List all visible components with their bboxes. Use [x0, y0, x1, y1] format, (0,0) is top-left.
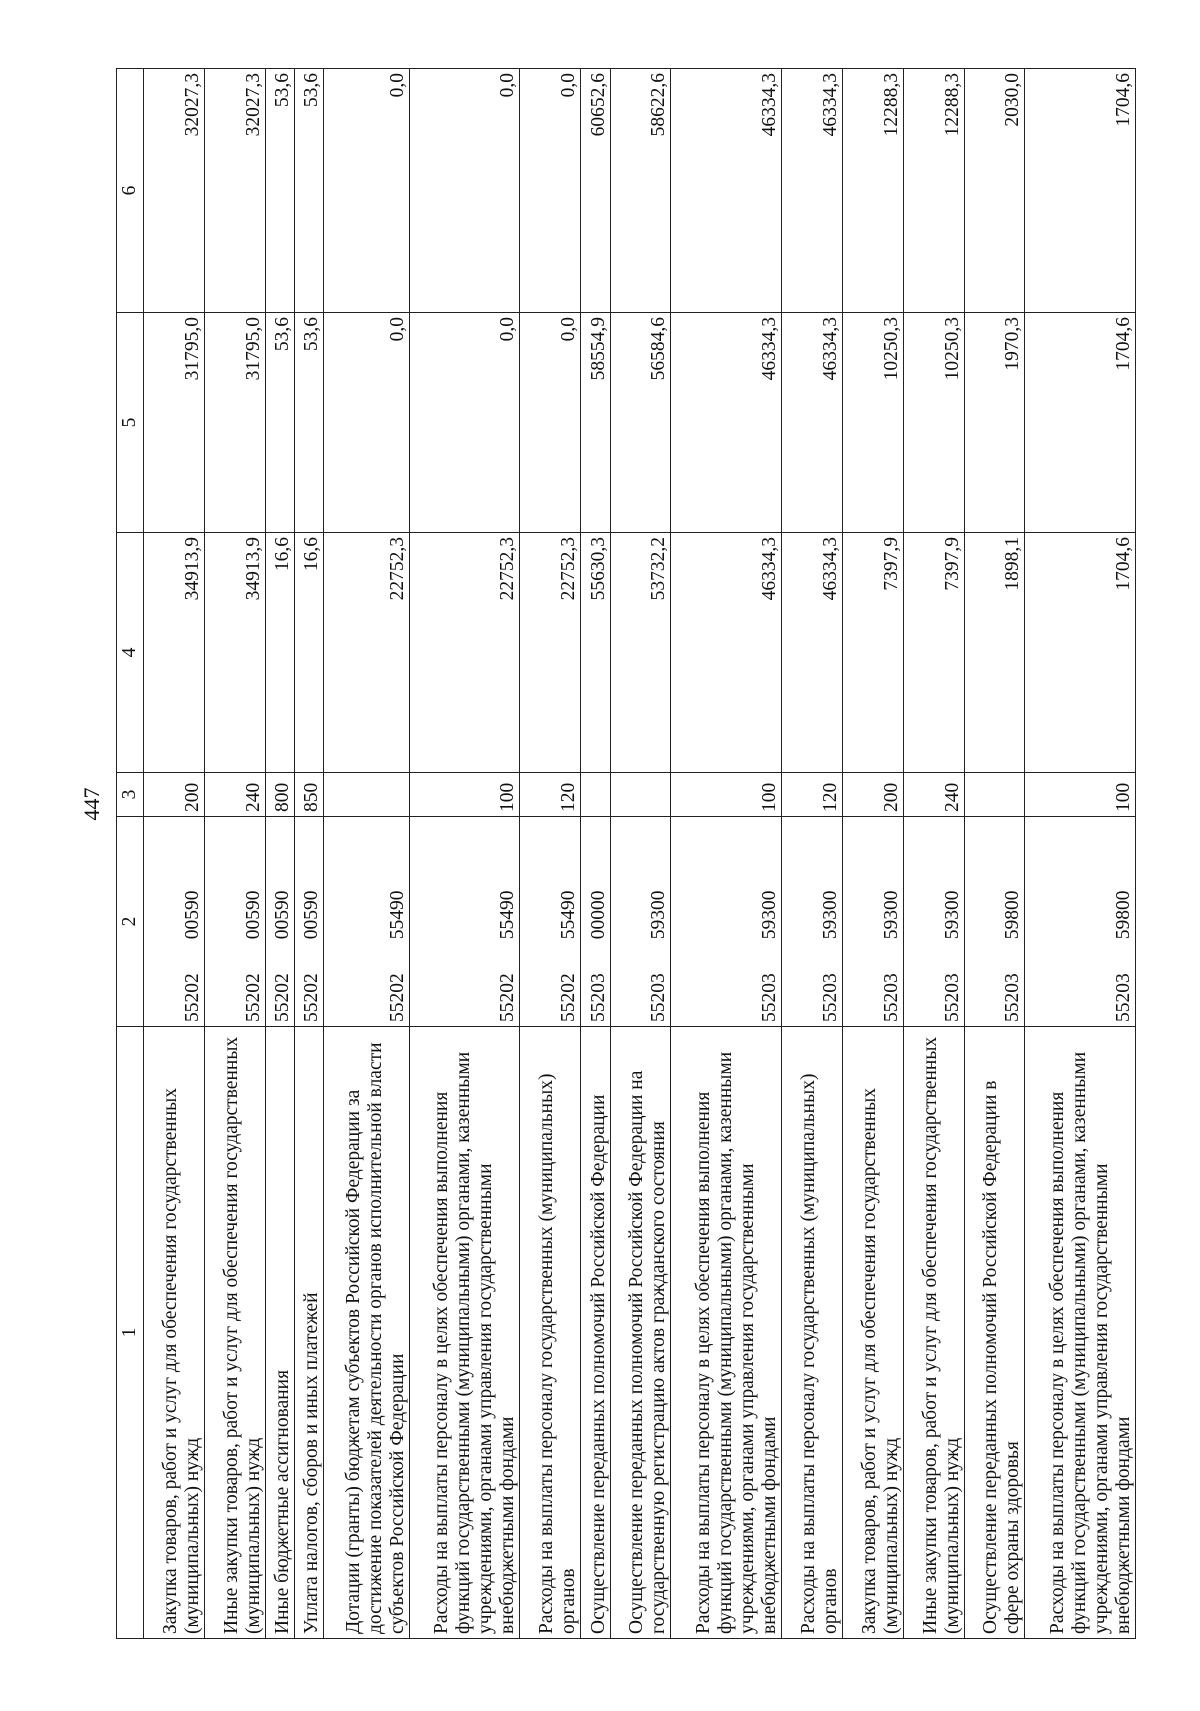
cell-code-direction: 59800 [1002, 890, 1024, 940]
cell-code-program: 55203 [648, 973, 670, 1022]
cell-vr: 800 [265, 773, 294, 817]
cell-code [581, 817, 610, 1027]
cell-v4: 46334,3 [781, 533, 842, 773]
col-header-4: 4 [117, 533, 144, 773]
cell-code-program: 55203 [880, 973, 902, 1022]
table-row [295, 69, 324, 1639]
cell-v6: 53,6 [295, 69, 324, 313]
cell-code-direction: 00590 [242, 890, 264, 940]
budget-table [116, 68, 1136, 1639]
cell-code [409, 817, 519, 1027]
cell-v6: 32027,3 [144, 69, 205, 313]
cell-v4: 22752,3 [409, 533, 519, 773]
cell-code [324, 817, 410, 1027]
cell-code [964, 817, 1025, 1027]
cell-code-direction: 59300 [648, 890, 670, 940]
cell-code [204, 817, 265, 1027]
col-header-1: 1 [117, 1027, 144, 1639]
cell-name: Расходы на выплаты персоналу государственных (муниципальных) органов [781, 1027, 842, 1639]
cell-code-program: 55202 [386, 973, 408, 1022]
cell-v6: 0,0 [324, 69, 410, 313]
cell-code [671, 817, 781, 1027]
cell-v4: 22752,3 [520, 533, 581, 773]
table-row [903, 69, 964, 1639]
table-row [520, 69, 581, 1639]
col-header-5: 5 [117, 313, 144, 533]
cell-name: Иные закупки товаров, работ и услуг для обеспечения государственных (муниципальных) нужд [903, 1027, 964, 1639]
cell-code-direction: 55490 [558, 890, 580, 940]
cell-name: Закупка товаров, работ и услуг для обеспечения государственных (муниципальных) нужд [842, 1027, 903, 1639]
cell-code [520, 817, 581, 1027]
cell-name: Расходы на выплаты персоналу в целях обеспечения выполнения функций государственными (муниципальными) органами, казенными учреждениями, органами управления государственными внебюджетными фондами [671, 1027, 781, 1639]
cell-vr: 240 [903, 773, 964, 817]
cell-v5: 0,0 [324, 313, 410, 533]
cell-v5: 46334,3 [671, 313, 781, 533]
cell-vr: 100 [671, 773, 781, 817]
cell-v4: 1898,1 [964, 533, 1025, 773]
cell-code-direction: 59300 [941, 890, 963, 940]
table-body [144, 69, 1136, 1639]
cell-vr: 200 [144, 773, 205, 817]
col-header-3: 3 [117, 773, 144, 817]
cell-v6: 12288,3 [842, 69, 903, 313]
cell-name: Осуществление переданных полномочий Российской Федерации на государственную регистрацию актов гражданского состояния [610, 1027, 671, 1639]
table-row [964, 69, 1025, 1639]
col-header-2: 2 [117, 817, 144, 1027]
cell-vr [610, 773, 671, 817]
table-row [324, 69, 410, 1639]
cell-v6: 46334,3 [671, 69, 781, 313]
cell-code-program: 55202 [181, 973, 203, 1022]
cell-code-program: 55203 [819, 973, 841, 1022]
table-row [409, 69, 519, 1639]
cell-code [295, 817, 324, 1027]
cell-name: Дотации (гранты) бюджетам субъектов Российской Федерации за достижение показателей деятельности органов исполнительной власти субъектов Российской Федерации [324, 1027, 410, 1639]
cell-v5: 10250,3 [903, 313, 964, 533]
cell-code-direction: 00590 [301, 890, 323, 940]
table-row [144, 69, 205, 1639]
cell-code-program: 55202 [301, 973, 323, 1022]
cell-name: Расходы на выплаты персоналу в целях обеспечения выполнения функций государственными (муниципальными) органами, казенными учреждениями, органами управления государственными внебюджетными фондами [1025, 1027, 1136, 1639]
cell-vr: 120 [781, 773, 842, 817]
cell-v6: 0,0 [520, 69, 581, 313]
cell-code-program: 55203 [1113, 973, 1134, 1022]
cell-vr: 850 [295, 773, 324, 817]
table-row [265, 69, 294, 1639]
col-header-6: 6 [117, 69, 144, 313]
cell-code-program: 55203 [587, 973, 609, 1022]
cell-name: Иные закупки товаров, работ и услуг для обеспечения государственных (муниципальных) нужд [204, 1027, 265, 1639]
cell-v6: 60652,6 [581, 69, 610, 313]
cell-code-program: 55203 [758, 973, 780, 1022]
cell-v4: 53732,2 [610, 533, 671, 773]
cell-v6: 46334,3 [781, 69, 842, 313]
cell-name: Закупка товаров, работ и услуг для обеспечения государственных (муниципальных) нужд [144, 1027, 205, 1639]
table-row [581, 69, 610, 1639]
cell-vr [964, 773, 1025, 817]
cell-v6: 58622,6 [610, 69, 671, 313]
cell-name: Иные бюджетные ассигнования [265, 1027, 294, 1639]
cell-code-direction: 00590 [181, 890, 203, 940]
cell-name: Осуществление переданных полномочий Российской Федерации в сфере охраны здоровья [964, 1027, 1025, 1639]
cell-v5: 58554,9 [581, 313, 610, 533]
cell-vr [581, 773, 610, 817]
cell-code [610, 817, 671, 1027]
cell-name: Уплата налогов, сборов и иных платежей [295, 1027, 324, 1639]
cell-v6: 32027,3 [204, 69, 265, 313]
cell-vr: 100 [1025, 773, 1136, 817]
cell-v4: 22752,3 [324, 533, 410, 773]
cell-vr [324, 773, 410, 817]
cell-code-program: 55202 [272, 973, 294, 1022]
cell-code-direction: 59300 [819, 890, 841, 940]
cell-v6: 1704,6 [1025, 69, 1136, 313]
rotated-table-container [116, 69, 1136, 1639]
table-row [1025, 69, 1136, 1639]
cell-v6: 12288,3 [903, 69, 964, 313]
cell-v4: 16,6 [265, 533, 294, 773]
cell-v4: 1704,6 [1025, 533, 1136, 773]
table-row [610, 69, 671, 1639]
cell-v5: 10250,3 [842, 313, 903, 533]
cell-v5: 53,6 [265, 313, 294, 533]
cell-v4: 16,6 [295, 533, 324, 773]
cell-v5: 31795,0 [204, 313, 265, 533]
table-row [781, 69, 842, 1639]
cell-code-direction: 59300 [880, 890, 902, 940]
cell-vr: 200 [842, 773, 903, 817]
cell-code-direction: 00590 [272, 890, 294, 940]
cell-v5: 56584,6 [610, 313, 671, 533]
table-row [842, 69, 903, 1639]
cell-v5: 1970,3 [964, 313, 1025, 533]
cell-code-direction: 59300 [758, 890, 780, 940]
cell-v4: 55630,3 [581, 533, 610, 773]
cell-code-program: 55202 [242, 973, 264, 1022]
cell-v5: 46334,3 [781, 313, 842, 533]
cell-vr: 100 [409, 773, 519, 817]
cell-v4: 7397,9 [842, 533, 903, 773]
cell-v5: 1704,6 [1025, 313, 1136, 533]
cell-name: Расходы на выплаты персоналу государственных (муниципальных) органов [520, 1027, 581, 1639]
header-row [117, 69, 144, 1639]
cell-code-direction: 00000 [587, 890, 609, 940]
table-row [671, 69, 781, 1639]
cell-code-direction: 55490 [386, 890, 408, 940]
cell-code [903, 817, 964, 1027]
table-row [204, 69, 265, 1639]
cell-code-program: 55202 [558, 973, 580, 1022]
cell-code [144, 817, 205, 1027]
cell-v5: 0,0 [520, 313, 581, 533]
cell-code-direction: 59800 [1113, 890, 1134, 940]
cell-v6: 0,0 [409, 69, 519, 313]
cell-code-direction: 55490 [497, 890, 519, 940]
cell-v4: 7397,9 [903, 533, 964, 773]
cell-code-program: 55202 [497, 973, 519, 1022]
cell-v5: 53,6 [295, 313, 324, 533]
cell-v5: 31795,0 [144, 313, 205, 533]
cell-code [1025, 817, 1136, 1027]
cell-vr: 240 [204, 773, 265, 817]
cell-v6: 53,6 [265, 69, 294, 313]
cell-vr: 120 [520, 773, 581, 817]
cell-name: Осуществление переданных полномочий Российской Федерации [581, 1027, 610, 1639]
cell-code [781, 817, 842, 1027]
cell-code-program: 55203 [1002, 973, 1024, 1022]
cell-v4: 46334,3 [671, 533, 781, 773]
cell-v6: 2030,0 [964, 69, 1025, 313]
page-number: 447 [79, 787, 104, 821]
cell-code-program: 55203 [941, 973, 963, 1022]
cell-v4: 34913,9 [144, 533, 205, 773]
cell-code [842, 817, 903, 1027]
cell-v5: 0,0 [409, 313, 519, 533]
cell-name: Расходы на выплаты персоналу в целях обеспечения выполнения функций государственными (муниципальными) органами, казенными учреждениями, органами управления государственными внебюджетными фондами [409, 1027, 519, 1639]
cell-v4: 34913,9 [204, 533, 265, 773]
cell-code [265, 817, 294, 1027]
